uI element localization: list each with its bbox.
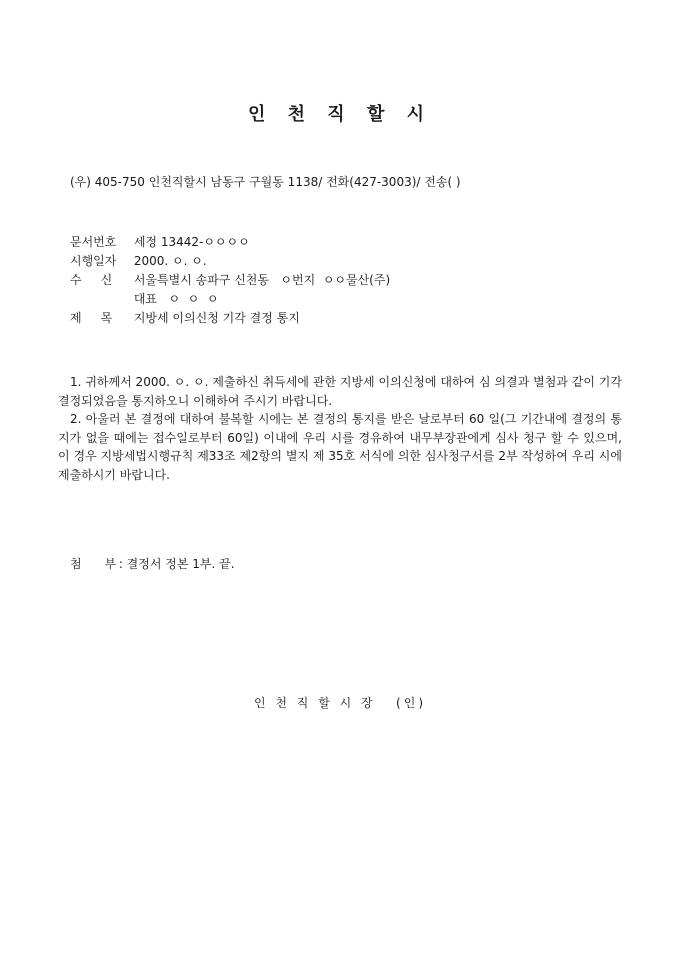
paragraph-2: 2. 아울러 본 결정에 대하여 불복할 시에는 본 결정의 통지를 받은 날로부터 60 일(그 기간내에 결정의 통지가 없을 때에는 접수일로부터 60일) 이내에 우리 시를 경유하여 내무부장관에게 심사 청구 할 수 있으며, 이 경우 지방세법시행규칙 제33조 제2항의 별지 제 35호 서식에 의한 심사청구서를 2부 작성하여 우리 시에 제출하시기 바랍니다.	[58, 412, 622, 482]
doc-number-label: 문서번호	[70, 235, 117, 249]
recipient-row	[70, 271, 390, 290]
attachment-label: 첨 부	[70, 557, 117, 571]
attachment-line	[70, 555, 235, 572]
doc-number-row	[70, 233, 390, 252]
subject-row	[70, 309, 390, 328]
subject-label: 제 목	[70, 311, 113, 325]
recipient-label: 수 신	[70, 273, 113, 287]
date-label: 시행일자	[70, 254, 117, 268]
doc-number-value: 세정 13442-ㅇㅇㅇㅇ	[133, 235, 250, 249]
date-row	[70, 252, 390, 271]
sender-address: (우) 405-750 인천직할시 남동구 구월동 1138/ 전화(427-3003)/ 전송( )	[70, 175, 461, 189]
document-metadata	[70, 233, 390, 328]
letter-body	[58, 373, 622, 484]
document-title: 인 천 직 할 시	[247, 104, 432, 125]
representative-row	[70, 290, 390, 309]
subject-value: 지방세 이의신청 기각 결정 통지	[133, 311, 300, 325]
attachment-value: : 결정서 정본 1부. 끝.	[118, 557, 235, 571]
recipient-value: 서울특별시 송파구 신천동 ㅇ번지 ㅇㅇ물산(주)	[133, 273, 391, 287]
signature-block: 인 천 직 할 시 장 (인)	[253, 696, 427, 710]
date-value: 2000. ㅇ. ㅇ.	[133, 254, 207, 268]
paragraph-1: 1. 귀하께서 2000. ㅇ. ㅇ. 제출하신 취득세에 관한 지방세 이의신청에 대하여 심 의결과 별첨과 같이 기각 결정되었음을 통지하오니 이해하여 주시기 바랍니다.	[58, 375, 622, 408]
representative-value: 대표 ㅇ ㅇ ㅇ	[133, 292, 219, 306]
